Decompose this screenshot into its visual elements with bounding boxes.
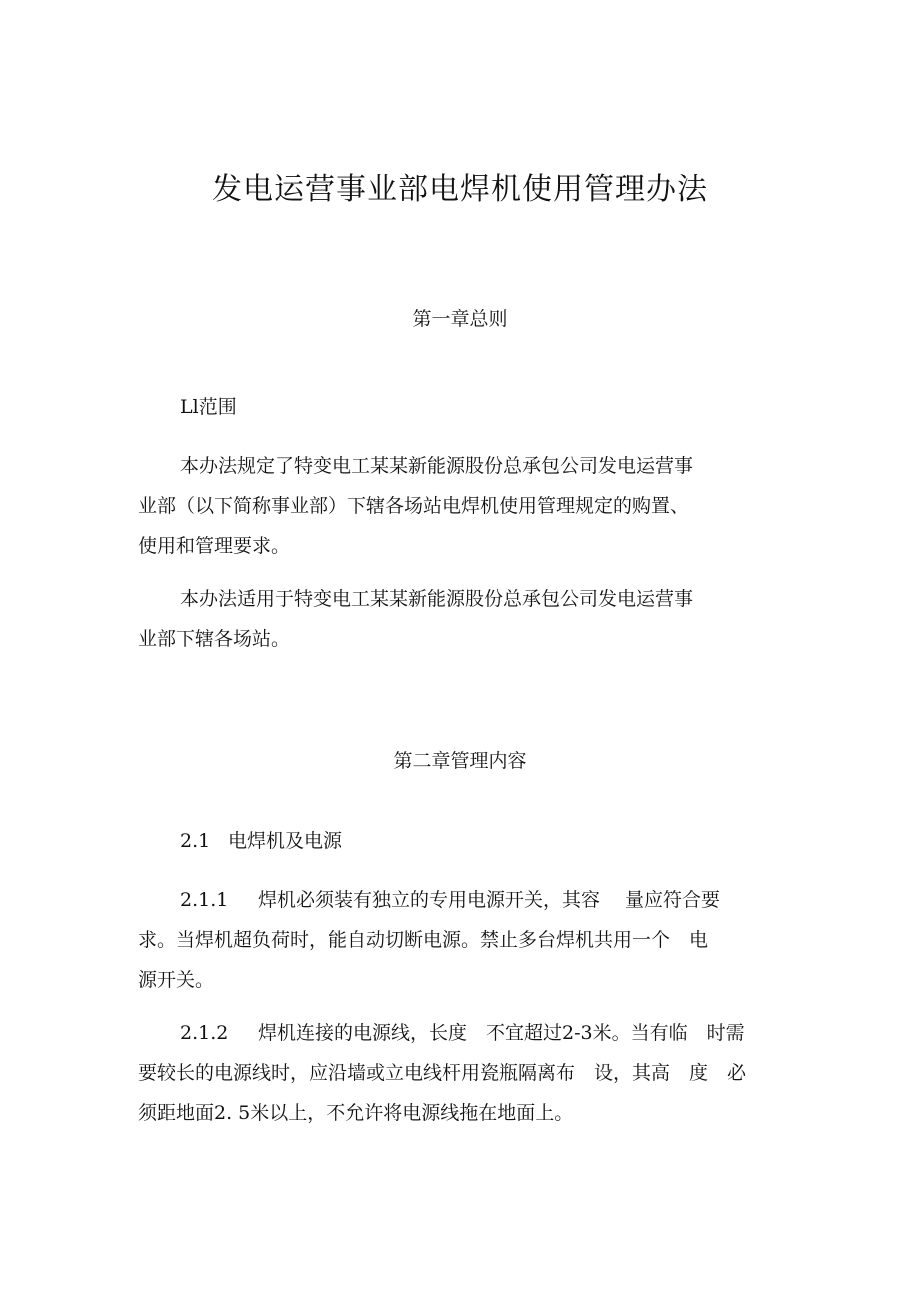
section-1-1-heading: Ll范围 [180, 396, 237, 418]
chapter-2-heading: 第二章管理内容 [393, 750, 527, 772]
item-text: 焊机必须装有独立的专用电源开关，其容 量应符合要 [258, 889, 721, 911]
paragraph-line: 须距地面2. 5米以上，不允许将电源线拖在地面上。 [138, 1102, 574, 1124]
paragraph-line: 本办法适用于特变电工某某新能源股份总承包公司发电运营事 [180, 588, 694, 610]
paragraph-line: 求。当焊机超负荷时，能自动切断电源。禁止多台焊机共用一个 电 [138, 929, 709, 951]
paragraph-line: 业部下辖各场站。 [138, 628, 291, 650]
paragraph-line: 业部（以下简称事业部）下辖各场站电焊机使用管理规定的购置、 [138, 495, 690, 517]
paragraph-line: 使用和管理要求。 [138, 535, 291, 557]
section-number: 2.1 [180, 830, 211, 852]
chapter-1-paragraph-1 [138, 446, 783, 566]
chapter-1-heading: 第一章总则 [412, 308, 508, 330]
document-title: 发电运营事业部电焊机使用管理办法 [212, 172, 708, 207]
chapter-1-paragraph-2 [138, 579, 783, 659]
section-title: 电焊机及电源 [228, 830, 343, 852]
item-2-1-1 [138, 880, 783, 1000]
item-number: 2.1.2 [180, 1022, 229, 1044]
paragraph-line: 要较长的电源线时，应沿墙或立电线杆用瓷瓶隔离布 设，其高 度 必 [138, 1062, 747, 1084]
item-2-1-2 [138, 1013, 783, 1133]
item-text: 焊机连接的电源线，长度 不宜超过2-3米。当有临 时需 [258, 1022, 745, 1044]
section-2-1-heading [180, 826, 342, 856]
item-number: 2.1.1 [180, 889, 229, 911]
paragraph-line [138, 880, 783, 920]
paragraph-line: 本办法规定了特变电工某某新能源股份总承包公司发电运营事 [180, 455, 694, 477]
paragraph-line: 源开关。 [138, 969, 215, 991]
paragraph-line [138, 1013, 783, 1053]
